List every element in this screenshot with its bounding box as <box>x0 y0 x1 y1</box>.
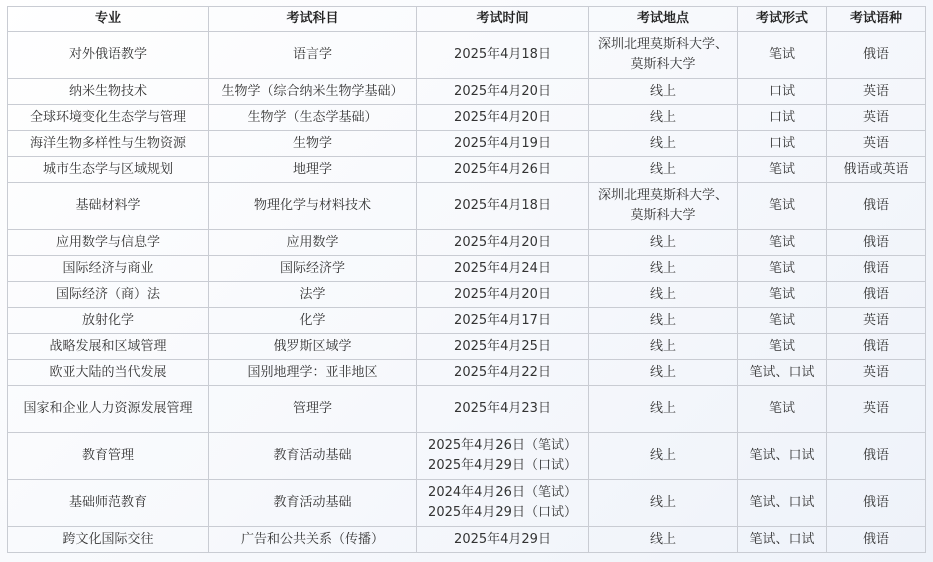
cell-major: 城市生态学与区域规划 <box>8 157 209 183</box>
cell-place <box>589 386 738 433</box>
cell-form: 笔试 <box>738 282 827 308</box>
cell-place <box>589 32 738 79</box>
cell-form: 笔试、口试 <box>738 480 827 527</box>
cell-place <box>589 256 738 282</box>
cell-place-line: 莫斯科大学 <box>630 57 696 72</box>
table-row <box>8 334 926 360</box>
cell-time <box>417 433 589 480</box>
cell-language: 俄语 <box>827 230 926 256</box>
cell-place-line: 线上 <box>649 448 676 463</box>
header-place: 考试地点 <box>589 7 738 32</box>
cell-subject: 生物学（生态学基础） <box>209 105 417 131</box>
cell-place-line: 线上 <box>649 109 676 125</box>
exam-schedule-table <box>7 6 926 553</box>
cell-form: 笔试 <box>738 157 827 183</box>
cell-form: 笔试 <box>738 230 827 256</box>
cell-major: 教育管理 <box>8 433 209 480</box>
cell-time-line: 2025年4月22日 <box>454 364 551 380</box>
cell-time <box>417 360 589 386</box>
cell-form: 口试 <box>738 131 827 157</box>
cell-time <box>417 334 589 360</box>
cell-form: 笔试、口试 <box>738 360 827 386</box>
cell-form: 笔试 <box>738 256 827 282</box>
cell-language: 俄语 <box>827 480 926 527</box>
cell-subject: 俄罗斯区域学 <box>209 334 417 360</box>
table-row <box>8 282 926 308</box>
table-row <box>8 480 926 527</box>
cell-place <box>589 79 738 105</box>
cell-major: 国家和企业人力资源发展管理 <box>8 386 209 433</box>
cell-place <box>589 105 738 131</box>
cell-major: 纳米生物技术 <box>8 79 209 105</box>
cell-subject: 管理学 <box>209 386 417 433</box>
cell-form: 口试 <box>738 105 827 131</box>
table-row <box>8 308 926 334</box>
cell-language: 俄语 <box>827 527 926 553</box>
cell-time <box>417 105 589 131</box>
cell-subject: 地理学 <box>209 157 417 183</box>
cell-language: 俄语 <box>827 433 926 480</box>
cell-time <box>417 230 589 256</box>
cell-place <box>589 282 738 308</box>
cell-form: 口试 <box>738 79 827 105</box>
cell-subject: 国际经济学 <box>209 256 417 282</box>
cell-time <box>417 308 589 334</box>
cell-subject: 应用数学 <box>209 230 417 256</box>
cell-time <box>417 480 589 527</box>
table-row <box>8 131 926 157</box>
cell-place <box>589 157 738 183</box>
cell-language: 英语 <box>827 386 926 433</box>
header-row <box>8 7 926 32</box>
table-row <box>8 360 926 386</box>
cell-place-line: 线上 <box>649 260 676 276</box>
cell-place-line: 线上 <box>649 234 676 250</box>
table-row <box>8 105 926 131</box>
table-row <box>8 433 926 480</box>
cell-time <box>417 527 589 553</box>
header-major: 专业 <box>8 7 209 32</box>
cell-time <box>417 131 589 157</box>
cell-major: 应用数学与信息学 <box>8 230 209 256</box>
cell-subject: 生物学（综合纳米生物学基础） <box>209 79 417 105</box>
cell-place-line: 深圳北理莫斯科大学、 <box>597 188 728 203</box>
header-time: 考试时间 <box>417 7 589 32</box>
cell-language: 俄语 <box>827 32 926 79</box>
table-row <box>8 183 926 230</box>
cell-place <box>589 308 738 334</box>
cell-place-line: 线上 <box>649 135 676 151</box>
cell-form: 笔试 <box>738 334 827 360</box>
cell-major: 欧亚大陆的当代发展 <box>8 360 209 386</box>
cell-language: 俄语或英语 <box>827 157 926 183</box>
cell-language: 英语 <box>827 105 926 131</box>
table-row <box>8 32 926 79</box>
header-form: 考试形式 <box>738 7 827 32</box>
cell-place-line: 线上 <box>649 161 676 177</box>
table-row <box>8 157 926 183</box>
cell-subject: 物理化学与材料技术 <box>209 183 417 230</box>
cell-time-line: 2025年4月20日 <box>454 286 551 302</box>
cell-place <box>589 433 738 480</box>
cell-time <box>417 282 589 308</box>
cell-subject: 教育活动基础 <box>209 480 417 527</box>
cell-time-line: 2025年4月26日（笔试） <box>428 438 577 453</box>
table-row <box>8 386 926 433</box>
header-language: 考试语种 <box>827 7 926 32</box>
cell-major: 基础材料学 <box>8 183 209 230</box>
cell-place-line: 线上 <box>649 401 676 416</box>
cell-subject: 语言学 <box>209 32 417 79</box>
cell-place <box>589 527 738 553</box>
cell-subject: 教育活动基础 <box>209 433 417 480</box>
cell-time-line: 2025年4月18日 <box>454 198 551 213</box>
cell-place-line: 线上 <box>649 286 676 302</box>
table-row <box>8 79 926 105</box>
cell-time-line: 2025年4月26日 <box>454 161 551 177</box>
cell-major: 对外俄语教学 <box>8 32 209 79</box>
cell-form: 笔试 <box>738 32 827 79</box>
cell-time-line: 2025年4月24日 <box>454 260 551 276</box>
cell-time-line: 2025年4月20日 <box>454 83 551 99</box>
cell-form: 笔试 <box>738 386 827 433</box>
cell-major: 基础师范教育 <box>8 480 209 527</box>
cell-form: 笔试、口试 <box>738 527 827 553</box>
cell-language: 英语 <box>827 131 926 157</box>
cell-time <box>417 157 589 183</box>
cell-time-line: 2025年4月29日（口试） <box>428 505 577 520</box>
cell-time <box>417 183 589 230</box>
cell-form: 笔试 <box>738 308 827 334</box>
cell-place <box>589 183 738 230</box>
cell-time-line: 2025年4月17日 <box>454 312 551 328</box>
cell-place-line: 线上 <box>649 531 676 547</box>
cell-time-line: 2025年4月23日 <box>454 401 551 416</box>
cell-language: 英语 <box>827 79 926 105</box>
cell-form: 笔试、口试 <box>738 433 827 480</box>
cell-time <box>417 256 589 282</box>
cell-major: 海洋生物多样性与生物资源 <box>8 131 209 157</box>
cell-time-line: 2025年4月29日 <box>454 531 551 547</box>
table-row <box>8 527 926 553</box>
cell-language: 俄语 <box>827 282 926 308</box>
cell-major: 国际经济与商业 <box>8 256 209 282</box>
cell-time-line: 2025年4月19日 <box>454 135 551 151</box>
cell-time <box>417 79 589 105</box>
cell-place-line: 线上 <box>649 83 676 99</box>
cell-time <box>417 32 589 79</box>
cell-place-line: 线上 <box>649 495 676 510</box>
cell-language: 俄语 <box>827 256 926 282</box>
table-row <box>8 256 926 282</box>
cell-major: 跨文化国际交往 <box>8 527 209 553</box>
cell-subject: 广告和公共关系（传播） <box>209 527 417 553</box>
cell-major: 全球环境变化生态学与管理 <box>8 105 209 131</box>
cell-major: 战略发展和区域管理 <box>8 334 209 360</box>
cell-time-line: 2025年4月25日 <box>454 338 551 354</box>
table-body <box>8 32 926 553</box>
table-row <box>8 230 926 256</box>
cell-language: 俄语 <box>827 183 926 230</box>
cell-place-line: 莫斯科大学 <box>630 208 696 223</box>
cell-language: 俄语 <box>827 334 926 360</box>
cell-time <box>417 386 589 433</box>
header-subject: 考试科目 <box>209 7 417 32</box>
cell-time-line: 2025年4月18日 <box>454 47 551 62</box>
cell-time-line: 2025年4月29日（口试） <box>428 458 577 473</box>
cell-place-line: 线上 <box>649 338 676 354</box>
cell-subject: 化学 <box>209 308 417 334</box>
cell-place-line: 线上 <box>649 312 676 328</box>
cell-major: 国际经济（商）法 <box>8 282 209 308</box>
cell-major: 放射化学 <box>8 308 209 334</box>
cell-place <box>589 360 738 386</box>
cell-place <box>589 480 738 527</box>
cell-subject: 生物学 <box>209 131 417 157</box>
cell-form: 笔试 <box>738 183 827 230</box>
cell-language: 英语 <box>827 360 926 386</box>
cell-language: 英语 <box>827 308 926 334</box>
cell-place <box>589 334 738 360</box>
cell-time-line: 2024年4月26日（笔试） <box>428 485 577 500</box>
cell-subject: 国别地理学：亚非地区 <box>209 360 417 386</box>
cell-place-line: 线上 <box>649 364 676 380</box>
cell-place-line: 深圳北理莫斯科大学、 <box>597 37 728 52</box>
cell-time-line: 2025年4月20日 <box>454 109 551 125</box>
cell-place <box>589 230 738 256</box>
cell-place <box>589 131 738 157</box>
cell-time-line: 2025年4月20日 <box>454 234 551 250</box>
cell-subject: 法学 <box>209 282 417 308</box>
